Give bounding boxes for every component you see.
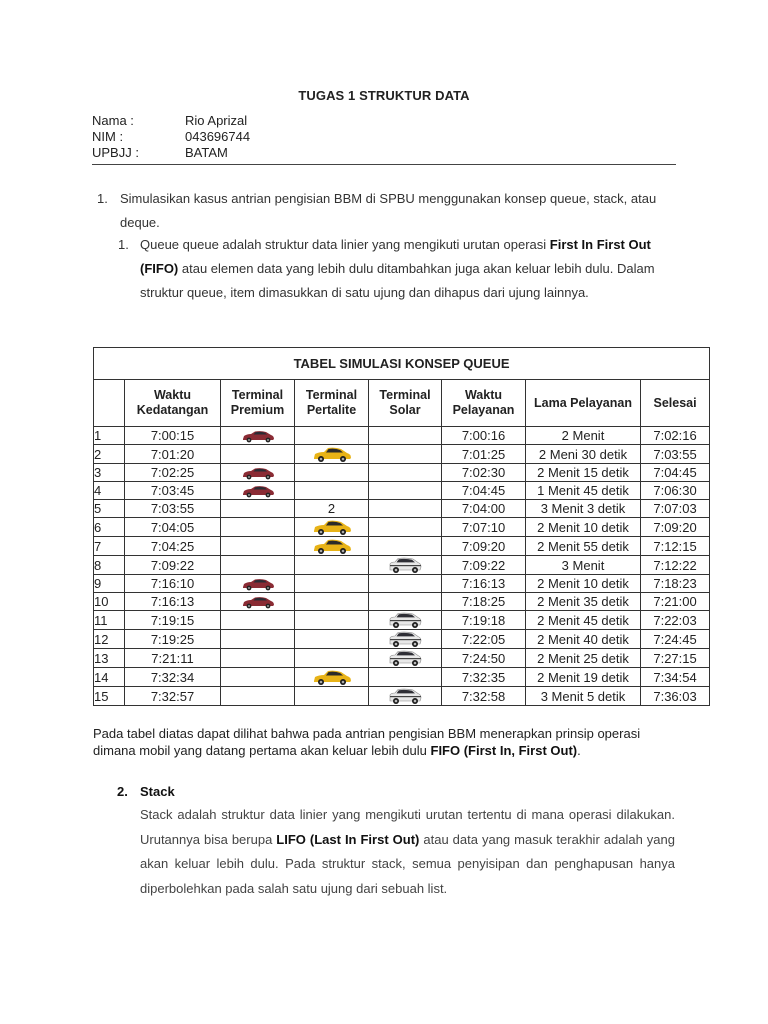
cell-kedatangan: 7:03:55 [125, 500, 221, 518]
cell-solar [369, 518, 442, 537]
cell-selesai: 7:34:54 [641, 668, 710, 687]
cell-pelayanan: 7:04:00 [442, 500, 526, 518]
stack-heading: Stack [140, 784, 175, 799]
cell-solar [369, 537, 442, 556]
cell-kedatangan: 7:32:57 [125, 687, 221, 706]
table-row [94, 427, 710, 445]
header-selesai: Selesai [641, 380, 710, 427]
cell-lama: 2 Menit 15 detik [526, 464, 641, 482]
queue-text-a: Queue queue adalah struktur data linier yang mengikuti urutan operasi [140, 237, 550, 252]
cell-pelayanan: 7:09:20 [442, 537, 526, 556]
info-value: Rio Aprizal [185, 113, 248, 128]
cell-lama: 2 Menit 40 detik [526, 630, 641, 649]
car-yellow-icon [312, 537, 352, 555]
cell-pertalite [295, 537, 369, 556]
cell-lama: 2 Menit 10 detik [526, 518, 641, 537]
summary-text-b: . [577, 743, 581, 758]
stack-text-b: atau data yang masuk terakhir adalah yang akan keluar lebih dulu. Pada struktur stack, semua penyisipan dan penghapusan hanya diperbolehkan pada salah satu ujung dari sebuah list. [140, 831, 675, 896]
cell-kedatangan: 7:04:25 [125, 537, 221, 556]
cell-lama: 3 Menit [526, 556, 641, 575]
cell-no: 10 [94, 593, 125, 611]
cell-lama: 2 Menit [526, 427, 641, 445]
car-white-suv-icon [388, 556, 422, 574]
cell-pelayanan: 7:01:25 [442, 445, 526, 464]
cell-premium [221, 537, 295, 556]
cell-no: 6 [94, 518, 125, 537]
cell-selesai: 7:18:23 [641, 575, 710, 593]
table-header-row [94, 380, 710, 427]
cell-premium [221, 649, 295, 668]
cell-pertalite [295, 593, 369, 611]
table-caption: TABEL SIMULASI KONSEP QUEUE [94, 348, 710, 380]
cell-lama: 2 Menit 55 detik [526, 537, 641, 556]
cell-no: 12 [94, 630, 125, 649]
cell-lama: 2 Menit 10 detik [526, 575, 641, 593]
car-white-suv-icon [388, 611, 422, 629]
cell-no: 7 [94, 537, 125, 556]
cell-solar [369, 464, 442, 482]
info-row-name [92, 113, 250, 129]
cell-lama: 2 Menit 25 detik [526, 649, 641, 668]
cell-solar [369, 427, 442, 445]
cell-pelayanan: 7:32:35 [442, 668, 526, 687]
cell-kedatangan: 7:32:34 [125, 668, 221, 687]
cell-premium [221, 611, 295, 630]
cell-pertalite: 2 [295, 500, 369, 518]
car-yellow-icon [312, 518, 352, 536]
cell-kedatangan: 7:01:20 [125, 445, 221, 464]
table-row [94, 556, 710, 575]
cell-kedatangan: 7:16:13 [125, 593, 221, 611]
cell-solar [369, 649, 442, 668]
cell-selesai: 7:24:45 [641, 630, 710, 649]
cell-solar [369, 575, 442, 593]
question-number: 1. [97, 191, 108, 206]
cell-pelayanan: 7:18:25 [442, 593, 526, 611]
cell-selesai: 7:09:20 [641, 518, 710, 537]
cell-solar [369, 687, 442, 706]
cell-premium [221, 593, 295, 611]
cell-solar [369, 611, 442, 630]
cell-kedatangan: 7:19:15 [125, 611, 221, 630]
header-lama-pelayanan: Lama Pelayanan [526, 380, 641, 427]
cell-lama: 2 Meni 30 detik [526, 445, 641, 464]
table-row [94, 630, 710, 649]
cell-premium [221, 630, 295, 649]
queue-number: 1. [118, 237, 129, 252]
cell-no: 1 [94, 427, 125, 445]
car-white-suv-icon [388, 630, 422, 648]
cell-no: 15 [94, 687, 125, 706]
header-terminal-solar: Terminal Solar [369, 380, 442, 427]
cell-premium [221, 445, 295, 464]
cell-pertalite [295, 575, 369, 593]
info-row-upbjj [92, 145, 250, 161]
cell-no: 5 [94, 500, 125, 518]
info-label: NIM : [92, 129, 124, 144]
cell-no: 13 [94, 649, 125, 668]
cell-no: 14 [94, 668, 125, 687]
header-waktu-kedatangan: Waktu Kedatangan [125, 380, 221, 427]
car-red-icon [241, 466, 275, 480]
queue-bold-fifo: First In First Out (FIFO) [140, 237, 651, 276]
cell-selesai: 7:36:03 [641, 687, 710, 706]
cell-pelayanan: 7:16:13 [442, 575, 526, 593]
cell-lama: 2 Menit 35 detik [526, 593, 641, 611]
cell-lama: 3 Menit 3 detik [526, 500, 641, 518]
table-row [94, 518, 710, 537]
table-row [94, 537, 710, 556]
summary-text-a: Pada tabel diatas dapat dilihat bahwa pada antrian pengisian BBM menerapkan prinsip operasi dimana mobil yang datang pertama akan keluar lebih dulu [93, 726, 641, 758]
info-label: Nama : [92, 113, 134, 128]
summary-bold-fifo: FIFO (First In, First Out) [430, 743, 578, 758]
header-waktu-pelayanan: Waktu Pelayanan [442, 380, 526, 427]
cell-pertalite [295, 649, 369, 668]
cell-selesai: 7:22:03 [641, 611, 710, 630]
cell-pertalite [295, 630, 369, 649]
table-row [94, 649, 710, 668]
cell-selesai: 7:04:45 [641, 464, 710, 482]
cell-pelayanan: 7:24:50 [442, 649, 526, 668]
info-value: BATAM [185, 145, 228, 160]
cell-no: 8 [94, 556, 125, 575]
car-red-icon [241, 595, 275, 609]
cell-lama: 2 Menit 19 detik [526, 668, 641, 687]
cell-kedatangan: 7:02:25 [125, 464, 221, 482]
cell-premium [221, 575, 295, 593]
cell-pelayanan: 7:00:16 [442, 427, 526, 445]
cell-pelayanan: 7:09:22 [442, 556, 526, 575]
cell-kedatangan: 7:03:45 [125, 482, 221, 500]
cell-premium [221, 668, 295, 687]
cell-selesai: 7:03:55 [641, 445, 710, 464]
cell-no: 9 [94, 575, 125, 593]
car-white-suv-icon [388, 687, 422, 705]
cell-premium [221, 687, 295, 706]
car-yellow-icon [312, 668, 352, 686]
cell-premium [221, 556, 295, 575]
cell-pertalite [295, 464, 369, 482]
cell-solar [369, 556, 442, 575]
cell-solar [369, 445, 442, 464]
cell-premium [221, 427, 295, 445]
cell-selesai: 7:27:15 [641, 649, 710, 668]
cell-kedatangan: 7:09:22 [125, 556, 221, 575]
student-info [92, 113, 250, 161]
stack-number: 2. [117, 784, 128, 799]
cell-kedatangan: 7:16:10 [125, 575, 221, 593]
cell-premium [221, 500, 295, 518]
table-row [94, 668, 710, 687]
cell-pertalite [295, 687, 369, 706]
cell-pelayanan: 7:19:18 [442, 611, 526, 630]
header-terminal-premium: Terminal Premium [221, 380, 295, 427]
info-value: 043696744 [185, 129, 251, 144]
cell-solar [369, 668, 442, 687]
stack-explanation [140, 803, 675, 901]
queue-explanation [140, 233, 675, 305]
cell-pelayanan: 7:22:05 [442, 630, 526, 649]
cell-pertalite [295, 518, 369, 537]
cell-no: 4 [94, 482, 125, 500]
cell-pertalite [295, 668, 369, 687]
table-row [94, 593, 710, 611]
cell-solar [369, 482, 442, 500]
cell-pelayanan: 7:02:30 [442, 464, 526, 482]
table-row [94, 464, 710, 482]
cell-lama: 2 Menit 45 detik [526, 611, 641, 630]
table-row [94, 575, 710, 593]
cell-premium [221, 464, 295, 482]
cell-no: 11 [94, 611, 125, 630]
header-divider [92, 164, 676, 165]
table-row [94, 611, 710, 630]
table-row [94, 500, 710, 518]
cell-pertalite [295, 427, 369, 445]
cell-selesai: 7:12:22 [641, 556, 710, 575]
cell-pelayanan: 7:32:58 [442, 687, 526, 706]
page-title: TUGAS 1 STRUKTUR DATA [298, 88, 470, 103]
cell-pertalite [295, 556, 369, 575]
car-yellow-icon [312, 445, 352, 463]
table-row [94, 445, 710, 464]
queue-simulation-table [93, 347, 710, 706]
question-text: Simulasikan kasus antrian pengisian BBM di SPBU menggunakan konsep queue, stack, atau deque. [120, 191, 657, 230]
summary-paragraph [93, 725, 678, 759]
header-terminal-pertalite: Terminal Pertalite [295, 380, 369, 427]
stack-bold-lifo: LIFO (Last In First Out) [276, 831, 420, 847]
queue-text-b: atau elemen data yang lebih dulu ditambahkan juga akan keluar lebih dulu. Dalam struktur queue, item dimasukkan di satu ujung dan dihapus dari ujung lainnya. [140, 261, 655, 300]
stack-text-a: Stack adalah struktur data linier yang mengikuti urutan tertentu di mana operasi dilakukan. Urutannya bisa berupa [140, 807, 675, 847]
cell-solar [369, 593, 442, 611]
info-label: UPBJJ : [92, 145, 139, 160]
cell-premium [221, 518, 295, 537]
cell-no: 2 [94, 445, 125, 464]
table-row [94, 687, 710, 706]
cell-selesai: 7:06:30 [641, 482, 710, 500]
cell-kedatangan: 7:19:25 [125, 630, 221, 649]
cell-selesai: 7:07:03 [641, 500, 710, 518]
car-white-suv-icon [388, 649, 422, 667]
cell-lama: 1 Menit 45 detik [526, 482, 641, 500]
info-row-nim [92, 129, 250, 145]
cell-kedatangan: 7:04:05 [125, 518, 221, 537]
cell-pertalite [295, 482, 369, 500]
cell-selesai: 7:12:15 [641, 537, 710, 556]
cell-pertalite [295, 445, 369, 464]
cell-premium [221, 482, 295, 500]
cell-pelayanan: 7:07:10 [442, 518, 526, 537]
cell-kedatangan: 7:00:15 [125, 427, 221, 445]
cell-no: 3 [94, 464, 125, 482]
cell-selesai: 7:21:00 [641, 593, 710, 611]
cell-pertalite [295, 611, 369, 630]
cell-lama: 3 Menit 5 detik [526, 687, 641, 706]
cell-kedatangan: 7:21:11 [125, 649, 221, 668]
table-row [94, 482, 710, 500]
cell-solar [369, 630, 442, 649]
cell-selesai: 7:02:16 [641, 427, 710, 445]
cell-pelayanan: 7:04:45 [442, 482, 526, 500]
car-red-icon [241, 429, 275, 443]
header-no [94, 380, 125, 427]
car-red-icon [241, 484, 275, 498]
car-red-icon [241, 577, 275, 591]
cell-solar [369, 500, 442, 518]
